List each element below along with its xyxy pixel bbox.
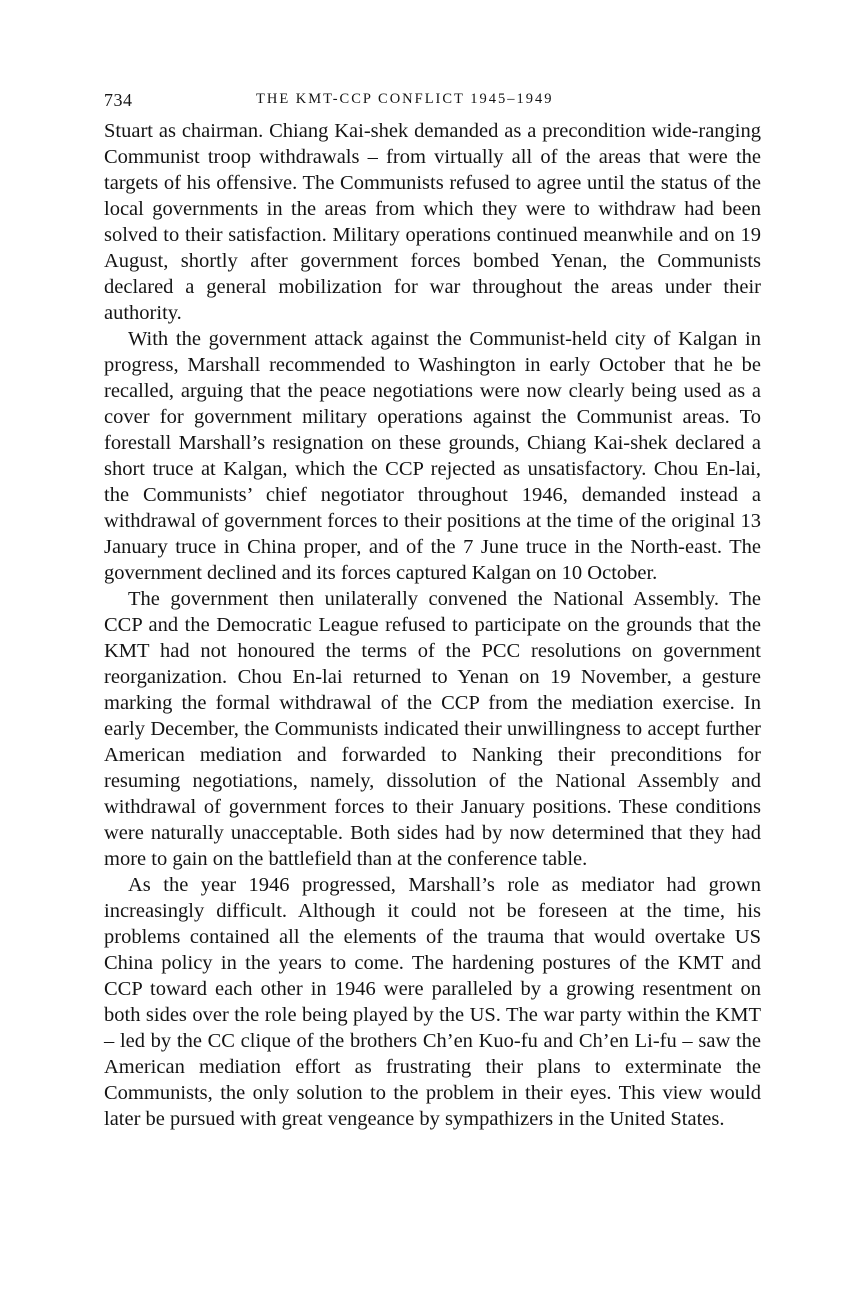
paragraph-1: Stuart as chairman. Chiang Kai-shek demanded as a precondition wide-ranging Communist troop withdrawals – from virtually all of the areas that were the targets of his offensive. The Communists refused to agree until the status of the local governments in the areas from which they were to withdraw had been solved to their satisfaction. Military operations continued meanwhile and on 19 August, shortly after government forces bombed Yenan, the Communists declared a general mobilization for war throughout the areas under their authority. [104,120,761,324]
paragraph-2: With the government attack against the Communist-held city of Kalgan in progress, Marshall recommended to Washington in early October that he be recalled, arguing that the peace negotiations were now clearly being used as a cover for government military operations against the Communist areas. To forestall Marshall’s resignation on these grounds, Chiang Kai-shek declared a short truce at Kalgan, which the CCP rejected as unsatisfactory. Chou En-lai, the Communists’ chief negotiator throughout 1946, demanded instead a withdrawal of government forces to their positions at the time of the original 13 January truce in China proper, and of the 7 June truce in the North-east. The government declined and its forces captured Kalgan on 10 October. [104,328,761,584]
running-title: THE KMT-CCP CONFLICT 1945–1949 [256,91,554,107]
paragraph-3: The government then unilaterally convened the National Assembly. The CCP and the Democratic League refused to participate on the grounds that the KMT had not honoured the terms of the PCC resolutions on government reorganization. Chou En-lai returned to Yenan on 19 November, a gesture marking the formal withdrawal of the CCP from the mediation exercise. In early December, the Communists indicated their unwillingness to accept further American mediation and forwarded to Nanking their preconditions for resuming negotiations, namely, dissolution of the National Assembly and withdrawal of government forces to their January positions. These conditions were naturally unacceptable. Both sides had by now determined that they had more to gain on the battlefield than at the conference table. [104,588,761,870]
book-page [104,90,761,1132]
running-header [104,90,761,118]
paragraph-4: As the year 1946 progressed, Marshall’s role as mediator had grown increasingly difficult. Although it could not be foreseen at the time, his problems contained all the elements of the trauma that would overtake US China policy in the years to come. The hardening postures of the KMT and CCP toward each other in 1946 were paralleled by a growing resentment on both sides over the role being played by the US. The war party within the KMT – led by the CC clique of the brothers Ch’en Kuo-fu and Ch’en Li-fu – saw the American mediation effort as frustrating their plans to exterminate the Communists, the only solution to the problem in their eyes. This view would later be pursued with great vengeance by sympathizers in the United States. [104,874,761,1130]
page-number: 734 [104,90,133,110]
body-text [104,118,761,1132]
